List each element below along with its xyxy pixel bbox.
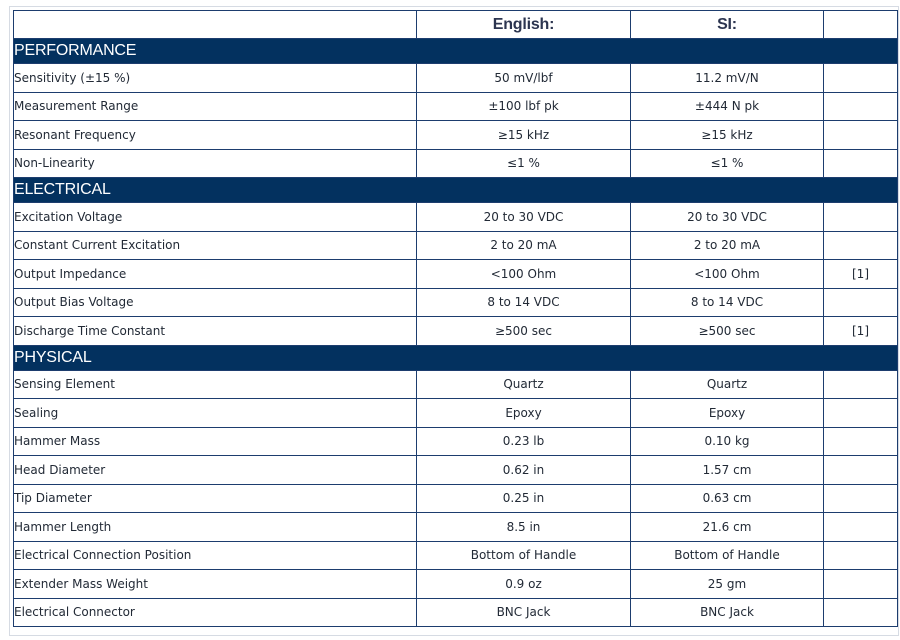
section-title: ELECTRICAL: [14, 178, 898, 203]
note-cell: [824, 598, 898, 627]
param-cell: Output Impedance: [14, 260, 417, 289]
si-value-cell: Quartz: [631, 370, 824, 399]
si-value-cell: ≥15 kHz: [631, 121, 824, 150]
si-value-cell: 11.2 mV/N: [631, 64, 824, 93]
table-header-row: [14, 11, 898, 39]
si-value-cell: Bottom of Handle: [631, 541, 824, 570]
table-row: [14, 399, 898, 428]
english-value-cell: 0.23 lb: [417, 427, 631, 456]
param-cell: Sensitivity (±15 %): [14, 64, 417, 93]
table-row: [14, 456, 898, 485]
english-value-cell: ±100 lbf pk: [417, 92, 631, 121]
section-title: PHYSICAL: [14, 345, 898, 370]
si-value-cell: 0.63 cm: [631, 484, 824, 513]
table-row: [14, 64, 898, 93]
param-cell: Sensing Element: [14, 370, 417, 399]
si-value-cell: ≤1 %: [631, 149, 824, 178]
param-cell: Head Diameter: [14, 456, 417, 485]
note-cell: [824, 484, 898, 513]
note-cell: [824, 541, 898, 570]
si-value-cell: 0.10 kg: [631, 427, 824, 456]
si-value-cell: ≥500 sec: [631, 317, 824, 346]
table-row: [14, 121, 898, 150]
section-header-physical: [14, 345, 898, 370]
si-value-cell: 21.6 cm: [631, 513, 824, 542]
note-cell: [1]: [824, 317, 898, 346]
table-row: [14, 288, 898, 317]
param-cell: Tip Diameter: [14, 484, 417, 513]
param-cell: Measurement Range: [14, 92, 417, 121]
param-cell: Sealing: [14, 399, 417, 428]
header-note: [824, 11, 898, 39]
si-value-cell: Epoxy: [631, 399, 824, 428]
note-cell: [824, 370, 898, 399]
si-value-cell: 2 to 20 mA: [631, 231, 824, 260]
english-value-cell: BNC Jack: [417, 598, 631, 627]
param-cell: Excitation Voltage: [14, 203, 417, 232]
note-cell: [824, 456, 898, 485]
si-value-cell: 25 gm: [631, 570, 824, 599]
section-title: PERFORMANCE: [14, 39, 898, 64]
table-row: [14, 484, 898, 513]
table-row: [14, 541, 898, 570]
note-cell: [824, 203, 898, 232]
note-cell: [824, 149, 898, 178]
param-cell: Output Bias Voltage: [14, 288, 417, 317]
si-value-cell: 8 to 14 VDC: [631, 288, 824, 317]
header-english: English:: [417, 11, 631, 39]
si-value-cell: BNC Jack: [631, 598, 824, 627]
si-value-cell: 1.57 cm: [631, 456, 824, 485]
param-cell: Electrical Connector: [14, 598, 417, 627]
english-value-cell: Epoxy: [417, 399, 631, 428]
note-cell: [824, 92, 898, 121]
param-cell: Non-Linearity: [14, 149, 417, 178]
note-cell: [824, 570, 898, 599]
table-row: [14, 317, 898, 346]
table-body: [14, 39, 898, 627]
table-row: [14, 570, 898, 599]
english-value-cell: ≤1 %: [417, 149, 631, 178]
english-value-cell: 0.9 oz: [417, 570, 631, 599]
si-value-cell: <100 Ohm: [631, 260, 824, 289]
table-row: [14, 203, 898, 232]
table-row: [14, 370, 898, 399]
note-cell: [824, 121, 898, 150]
param-cell: Hammer Length: [14, 513, 417, 542]
note-cell: [824, 64, 898, 93]
english-value-cell: 20 to 30 VDC: [417, 203, 631, 232]
param-cell: Discharge Time Constant: [14, 317, 417, 346]
si-value-cell: 20 to 30 VDC: [631, 203, 824, 232]
table-row: [14, 427, 898, 456]
english-value-cell: 8 to 14 VDC: [417, 288, 631, 317]
english-value-cell: 8.5 in: [417, 513, 631, 542]
english-value-cell: <100 Ohm: [417, 260, 631, 289]
spec-table: [13, 10, 898, 627]
table-row: [14, 92, 898, 121]
param-cell: Resonant Frequency: [14, 121, 417, 150]
section-header-performance: [14, 39, 898, 64]
english-value-cell: Bottom of Handle: [417, 541, 631, 570]
si-value-cell: ±444 N pk: [631, 92, 824, 121]
english-value-cell: ≥15 kHz: [417, 121, 631, 150]
english-value-cell: Quartz: [417, 370, 631, 399]
note-cell: [824, 399, 898, 428]
note-cell: [1]: [824, 260, 898, 289]
note-cell: [824, 288, 898, 317]
note-cell: [824, 427, 898, 456]
english-value-cell: 0.62 in: [417, 456, 631, 485]
param-cell: Extender Mass Weight: [14, 570, 417, 599]
header-si: SI:: [631, 11, 824, 39]
table-row: [14, 598, 898, 627]
table-row: [14, 149, 898, 178]
english-value-cell: 2 to 20 mA: [417, 231, 631, 260]
section-header-electrical: [14, 178, 898, 203]
param-cell: Electrical Connection Position: [14, 541, 417, 570]
param-cell: Hammer Mass: [14, 427, 417, 456]
english-value-cell: ≥500 sec: [417, 317, 631, 346]
english-value-cell: 50 mV/lbf: [417, 64, 631, 93]
param-cell: Constant Current Excitation: [14, 231, 417, 260]
table-row: [14, 260, 898, 289]
header-param: [14, 11, 417, 39]
note-cell: [824, 513, 898, 542]
english-value-cell: 0.25 in: [417, 484, 631, 513]
table-row: [14, 231, 898, 260]
table-row: [14, 513, 898, 542]
note-cell: [824, 231, 898, 260]
